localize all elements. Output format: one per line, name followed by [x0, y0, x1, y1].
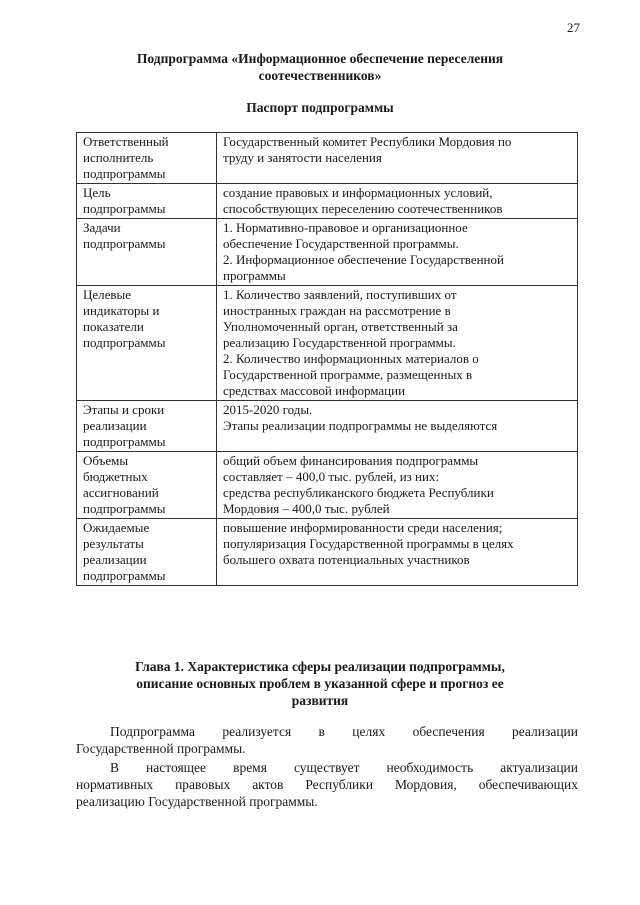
passport-value-line: 2015-2020 годы. [223, 402, 313, 417]
passport-label-line: подпрограммы [83, 434, 166, 449]
subprogram-title-line: соотечественников» [258, 68, 382, 83]
passport-value-line: иностранных граждан на рассмотрение в [223, 303, 451, 318]
passport-label-line: бюджетных [83, 469, 148, 484]
passport-value-line: Государственный комитет Республики Мордовия по [223, 134, 512, 149]
paragraph-1 [76, 723, 578, 757]
passport-label-line: Задачи [83, 220, 121, 235]
passport-value-line: средства республиканского бюджета Республики [223, 485, 494, 500]
paragraph-line: реализацию Государственной программы. [76, 794, 318, 809]
passport-label-line: показатели [83, 319, 144, 334]
passport-value-line: обеспечение Государственной программы. [223, 236, 459, 251]
passport-row [77, 219, 578, 286]
passport-value-line: 2. Количество информационных материалов о [223, 351, 479, 366]
passport-label-line: Ответственный [83, 134, 169, 149]
passport-value-line: 1. Нормативно-правовое и организационное [223, 220, 468, 235]
passport-row-value [217, 452, 578, 519]
passport-row-value [217, 133, 578, 184]
passport-label-line: Целевые [83, 287, 132, 302]
passport-label-line: ассигнований [83, 485, 159, 500]
passport-value-line: средствах массовой информации [223, 383, 406, 398]
passport-value-line: Государственной программе, размещенных в [223, 367, 473, 382]
passport-label-line: реализации [83, 552, 147, 567]
passport-label-line: исполнитель [83, 150, 154, 165]
passport-row-label [77, 219, 217, 286]
passport-value-line: повышение информированности среди населения; [223, 520, 503, 535]
passport-value-line: составляет – 400,0 тыс. рублей, из них: [223, 469, 440, 484]
passport-label-line: подпрограммы [83, 501, 166, 516]
passport-row-label [77, 286, 217, 401]
chapter-title-line: развития [291, 693, 349, 708]
passport-label-line: реализации [83, 418, 147, 433]
passport-value-line: популяризация Государственной программы в целях [223, 536, 514, 551]
passport-value-line: программы [223, 268, 286, 283]
passport-label-line: Этапы и сроки [83, 402, 165, 417]
passport-row-label [77, 519, 217, 586]
chapter-title-line: описание основных проблем в указанной сфере и прогноз ее [136, 676, 504, 691]
passport-row-value [217, 519, 578, 586]
passport-value-line: труду и занятости населения [223, 150, 382, 165]
passport-value-line: создание правовых и информационных условий, [223, 185, 493, 200]
paragraph-2 [76, 759, 578, 810]
passport-label-line: подпрограммы [83, 166, 166, 181]
passport-label-line: результаты [83, 536, 144, 551]
passport-value-line: большего охвата потенциальных участников [223, 552, 470, 567]
subprogram-title [0, 50, 640, 84]
passport-value-line: Уполномоченный орган, ответственный за [223, 319, 458, 334]
passport-label-line: индикаторы и [83, 303, 160, 318]
passport-row [77, 184, 578, 219]
passport-row-value [217, 219, 578, 286]
passport-label-line: подпрограммы [83, 201, 166, 216]
passport-value-line: Этапы реализации подпрограммы не выделяются [223, 418, 498, 433]
passport-value-line: реализацию Государственной программы. [223, 335, 456, 350]
subprogram-title-line: Подпрограмма «Информационное обеспечение переселения [136, 51, 504, 66]
passport-row-label [77, 401, 217, 452]
passport-label-line: подпрограммы [83, 568, 166, 583]
passport-value-line: 1. Количество заявлений, поступивших от [223, 287, 457, 302]
chapter-title [0, 658, 640, 709]
passport-row [77, 286, 578, 401]
passport-row [77, 133, 578, 184]
passport-row-label [77, 452, 217, 519]
passport-value-line: Мордовия – 400,0 тыс. рублей [223, 501, 390, 516]
passport-label-line: Цель [83, 185, 111, 200]
passport-row [77, 452, 578, 519]
passport-value-line: способствующих переселению соотечественников [223, 201, 503, 216]
passport-label-line: Ожидаемые [83, 520, 150, 535]
paragraph-line: Подпрограмма реализуется в целях обеспечения реализации [110, 724, 578, 739]
passport-row [77, 519, 578, 586]
passport-value-line: 2. Информационное обеспечение Государственной [223, 252, 504, 267]
passport-label-line: Объемы [83, 453, 129, 468]
passport-row-value [217, 184, 578, 219]
passport-row-label [77, 184, 217, 219]
chapter-title-line: Глава 1. Характеристика сферы реализации подпрограммы, [135, 659, 505, 674]
passport-table [76, 132, 578, 586]
passport-row-value [217, 401, 578, 452]
paragraph-line: нормативных правовых актов Республики Мордовия, обеспечивающих [76, 777, 578, 792]
passport-value-line: общий объем финансирования подпрограммы [223, 453, 479, 468]
passport-row [77, 401, 578, 452]
passport-label-line: подпрограммы [83, 236, 166, 251]
page-number: 27 [567, 20, 580, 35]
passport-row-label [77, 133, 217, 184]
passport-title: Паспорт подпрограммы [246, 100, 394, 115]
paragraph-line: Государственной программы. [76, 741, 246, 756]
paragraph-line: В настоящее время существует необходимость актуализации [110, 760, 578, 775]
passport-label-line: подпрограммы [83, 335, 166, 350]
passport-row-value [217, 286, 578, 401]
